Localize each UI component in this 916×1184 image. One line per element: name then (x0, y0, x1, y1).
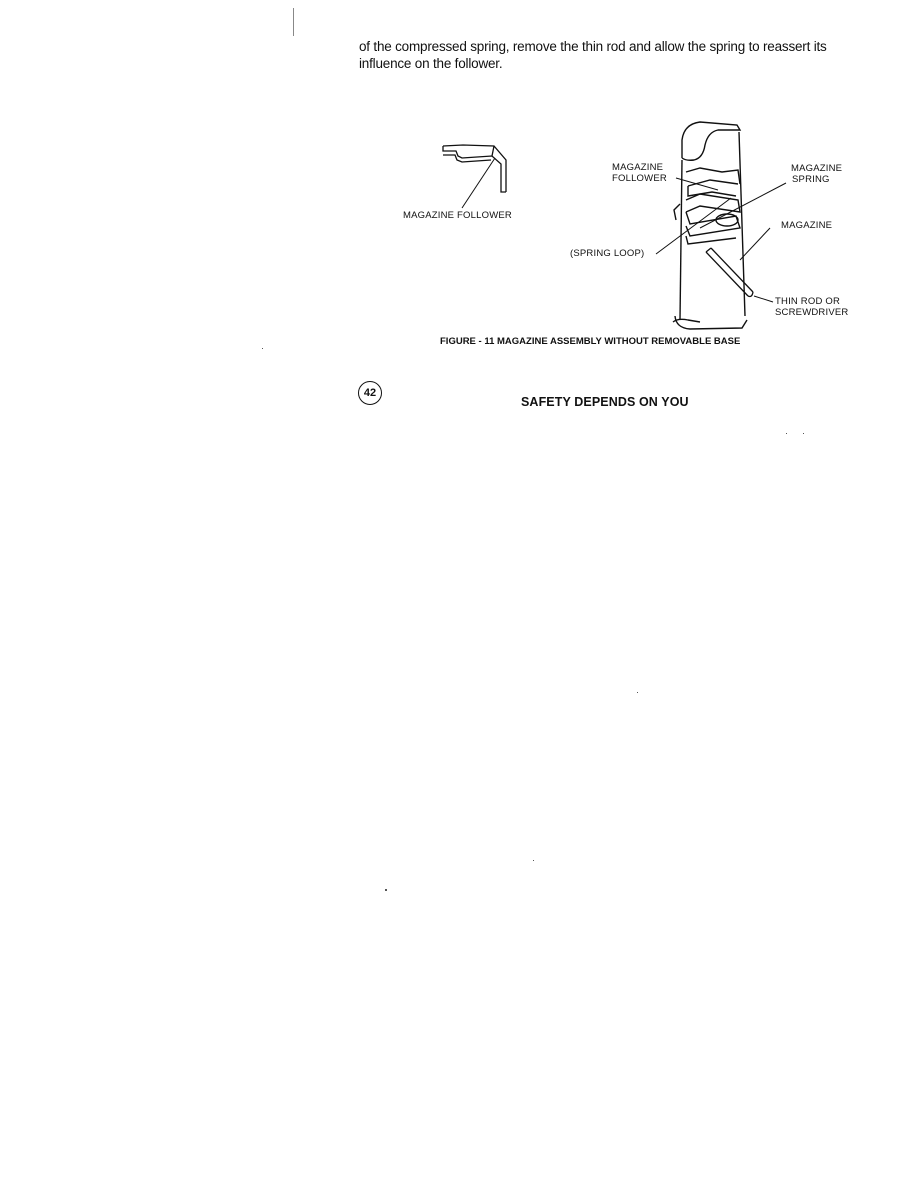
leader-follower-part (462, 158, 495, 208)
scan-speck (385, 889, 387, 891)
page-number: 42 (363, 387, 377, 399)
magazine-body-drawing (673, 122, 747, 329)
label-thin-rod-bottom: SCREWDRIVER (775, 307, 849, 318)
figure-caption: FIGURE - 11 MAGAZINE ASSEMBLY WITHOUT REMOVABLE BASE (440, 336, 741, 347)
label-magazine-follower-top: MAGAZINE (612, 162, 664, 173)
label-magazine-follower-bottom: FOLLOWER (612, 173, 667, 184)
scan-mark (293, 8, 294, 36)
scan-speck (637, 692, 638, 693)
scan-speck (786, 433, 787, 434)
scan-speck (803, 433, 804, 434)
follower-part-drawing (443, 145, 506, 192)
thin-rod-drawing (706, 248, 753, 297)
scan-speck (262, 348, 263, 349)
label-spring-loop: (SPRING LOOP) (570, 248, 645, 259)
footer-slogan: SAFETY DEPENDS ON YOU (521, 395, 689, 409)
label-magazine: MAGAZINE (781, 220, 833, 231)
label-magazine-follower-part: MAGAZINE FOLLOWER (403, 210, 512, 221)
label-thin-rod-top: THIN ROD OR (775, 296, 841, 307)
scan-speck (533, 860, 534, 861)
page-number-badge (358, 381, 382, 405)
label-magazine-spring-bottom: SPRING (792, 174, 830, 185)
label-magazine-spring-top: MAGAZINE (791, 163, 843, 174)
body-paragraph: of the compressed spring, remove the thin rod and allow the spring to reassert its influence on the follower. (359, 38, 827, 71)
figure-11 (0, 0, 916, 360)
